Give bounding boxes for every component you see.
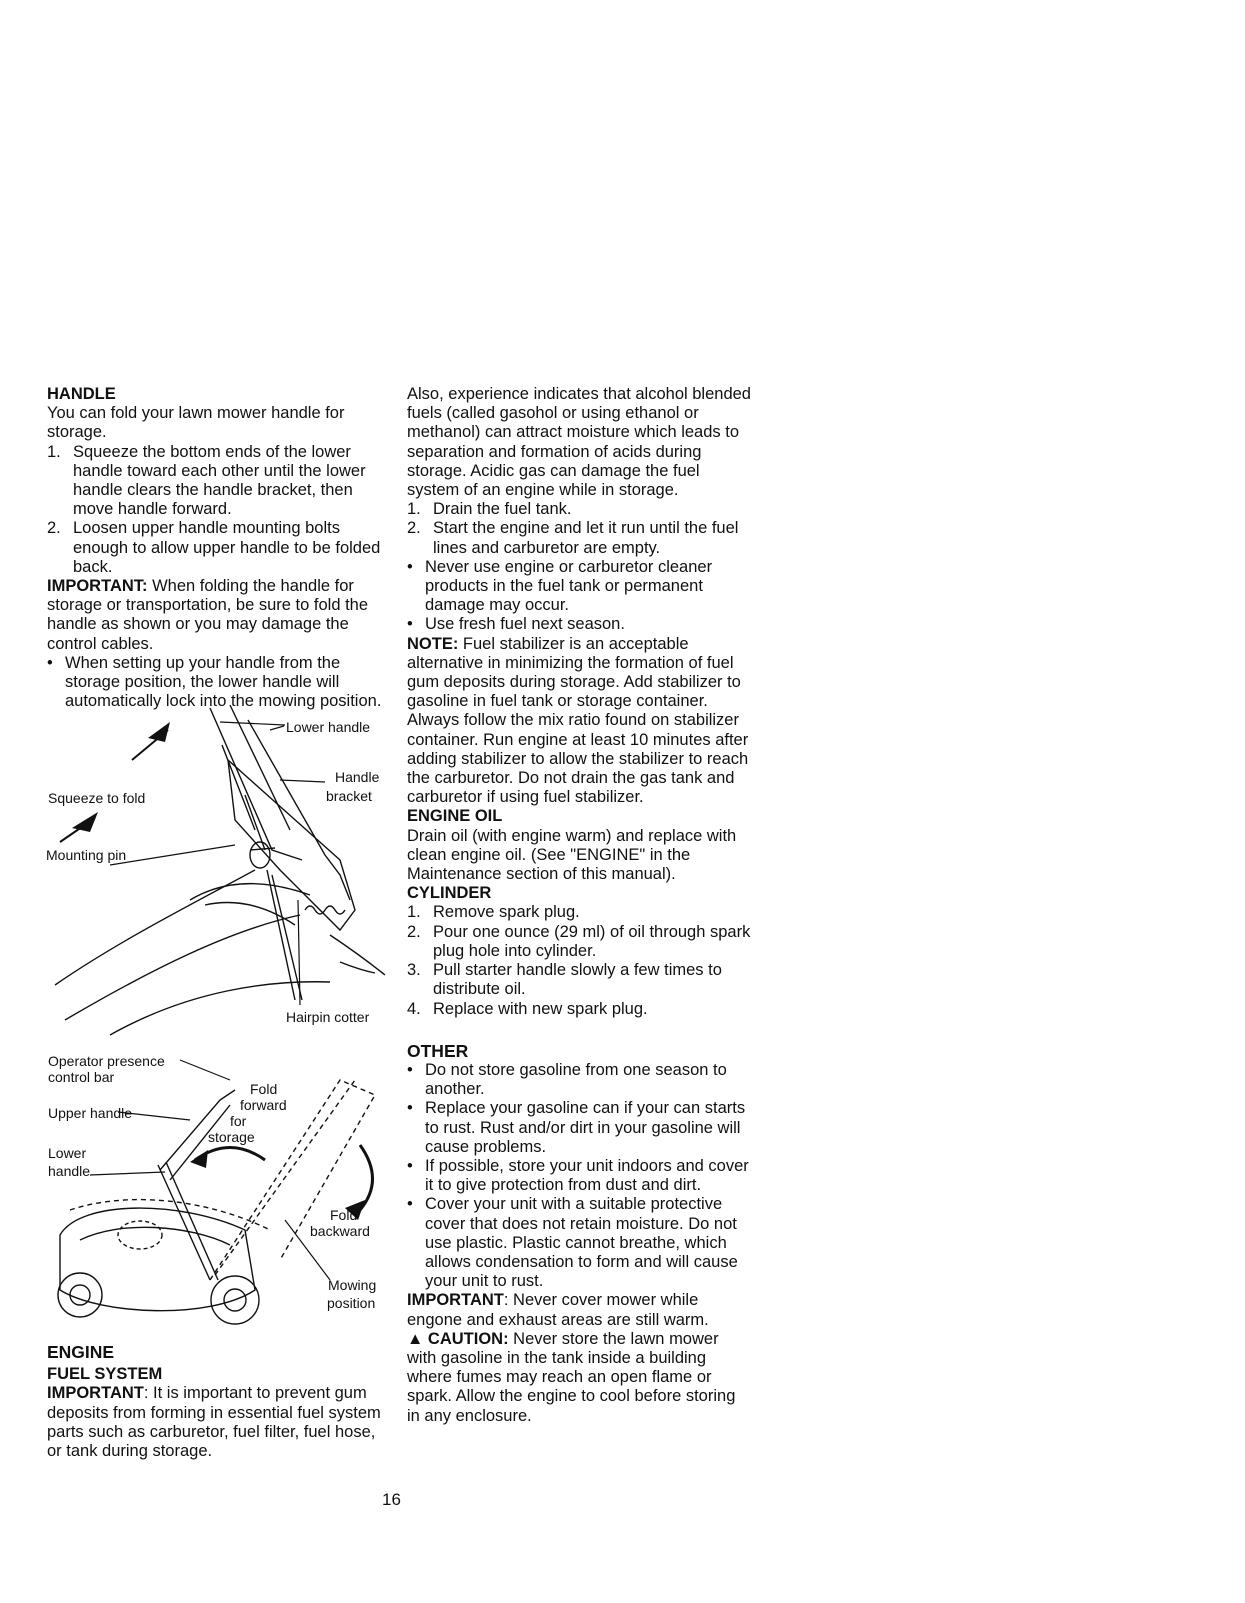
list-item <box>407 961 752 999</box>
list-text: Loosen upper handle mounting bolts enough to allow upper handle to be folded back. <box>73 519 381 576</box>
list-number: 1. <box>407 903 421 922</box>
bullet-dot-icon: • <box>407 1195 413 1214</box>
spacer <box>407 1019 752 1038</box>
list-item <box>407 1000 752 1019</box>
mowing-position-label-1: Mowing <box>328 1277 377 1293</box>
fuel-important-label: IMPORTANT <box>47 1384 144 1403</box>
fuel-important-paragraph <box>47 1384 387 1461</box>
handle-intro: You can fold your lawn mower handle for storage. <box>47 404 345 442</box>
cylinder-heading: CYLINDER <box>407 884 492 903</box>
bullet-dot-icon: • <box>47 653 53 672</box>
mowing-position-label-2: position <box>327 1295 376 1311</box>
engine-section <box>47 1343 387 1461</box>
list-text: Pour one ounce (29 ml) of oil through spark plug hole into cylinder. <box>433 922 751 960</box>
engine-oil-paragraph: Drain oil (with engine warm) and replace with clean engine oil. (See "ENGINE" in the Maintenance section of this manual). <box>407 826 737 884</box>
bullet-dot-icon: • <box>407 1099 413 1118</box>
bullet-text: When setting up your handle from the storage position, the lower handle will automatically lock into the mowing position. <box>65 653 382 711</box>
important-paragraph <box>47 577 392 654</box>
lower-handle-label-2: handle <box>48 1163 91 1179</box>
bullet-dot-icon: • <box>407 1156 413 1175</box>
lower-handle-label-1: Lower <box>48 1145 87 1161</box>
bullet-text: Use fresh fuel next season. <box>425 615 625 634</box>
upper-handle-label: Upper handle <box>48 1105 133 1121</box>
important-paragraph-2 <box>407 1291 752 1329</box>
fuel-important-text: : It is important to prevent gum deposits from forming in essential fuel system parts such as carburetor, fuel filter, fuel hose, or tank during storage. <box>47 1384 381 1461</box>
list-item <box>47 519 392 577</box>
operator-label-1: Operator presence <box>48 1053 165 1069</box>
mounting-pin-label: Mounting pin <box>46 847 127 863</box>
note-label: NOTE: <box>407 634 459 653</box>
other-heading: OTHER <box>407 1040 469 1061</box>
page-number: 16 <box>382 1490 401 1509</box>
mower-fold-figure <box>40 1050 395 1340</box>
list-text: Drain the fuel tank. <box>433 500 572 519</box>
list-text: Replace with new spark plug. <box>433 999 648 1018</box>
list-item <box>47 443 392 520</box>
list-item <box>407 903 752 922</box>
engine-heading: ENGINE <box>47 1342 115 1362</box>
bullet-item <box>407 1195 752 1291</box>
list-text: Start the engine and let it run until the fuel lines and carburetor are empty. <box>433 519 739 557</box>
bullet-item <box>407 615 752 634</box>
lower-handle-label: Lower handle <box>286 719 371 735</box>
bullet-item <box>407 1157 752 1195</box>
handle-bracket-figure <box>40 700 395 1040</box>
fold-forward-label-2: forward <box>240 1097 287 1113</box>
left-column <box>47 385 392 711</box>
bullet-dot-icon: • <box>407 557 413 576</box>
bullet-text: Do not store gasoline from one season to another. <box>425 1060 727 1099</box>
bullet-item <box>407 1061 752 1099</box>
fold-forward-label-3: for <box>230 1113 247 1129</box>
list-text: Pull starter handle slowly a few times to distribute oil. <box>433 961 722 999</box>
bullet-dot-icon: • <box>407 1060 413 1079</box>
list-number: 2. <box>407 519 421 538</box>
squeeze-label: Squeeze to fold <box>48 790 146 806</box>
caution-text: Never store the lawn mower with gasoline in the tank inside a building where fumes may reach an open flame or spark. Allow the engine to cool before storing in any enclosure. <box>407 1329 736 1425</box>
engine-oil-heading: ENGINE OIL <box>407 807 503 826</box>
right-column <box>407 385 752 1426</box>
important-text-2: : Never cover mower while engone and exhaust areas are still warm. <box>407 1291 709 1329</box>
important-label: IMPORTANT: <box>47 577 148 596</box>
list-text: Squeeze the bottom ends of the lower handle toward each other until the lower handle clears the handle bracket, then move handle forward. <box>73 442 366 519</box>
note-text: Fuel stabilizer is an acceptable alternative in minimizing the formation of fuel gum deposits during storage. Add stabilizer to gasoline in fuel tank or storage container. Always follow the mix ratio found on stabilizer container. Run engine at least 10 minutes after adding stabilizer to allow the stabilizer to reach the carburetor. Do not drain the gas tank and carburetor if using fuel stabilizer. <box>407 634 749 807</box>
list-number: 3. <box>407 961 421 980</box>
important-text: When folding the handle for storage or transportation, be sure to fold the handle as shown or you may damage the control cables. <box>47 577 369 653</box>
list-item <box>407 500 752 519</box>
list-text: Remove spark plug. <box>433 903 580 922</box>
list-item <box>407 923 752 961</box>
bullet-text: Replace your gasoline can if your can starts to rust. Rust and/or dirt in your gasoline will cause problems. <box>425 1099 746 1156</box>
list-number: 1. <box>47 442 61 461</box>
fuel-system-heading: FUEL SYSTEM <box>47 1365 163 1384</box>
handle-bracket-label-2: bracket <box>326 788 372 804</box>
list-number: 2. <box>407 922 421 941</box>
caution-paragraph <box>407 1330 752 1426</box>
list-number: 2. <box>47 519 61 538</box>
bullet-dot-icon: • <box>407 615 413 634</box>
bullet-item <box>407 1099 752 1157</box>
warning-triangle-icon: ▲ <box>407 1329 428 1348</box>
operator-label-2: control bar <box>48 1069 115 1085</box>
list-item <box>407 519 752 557</box>
fold-forward-label-1: Fold <box>250 1081 278 1097</box>
fold-backward-label-2: backward <box>310 1223 370 1239</box>
fold-backward-label-1: Fold <box>330 1207 358 1223</box>
alcohol-fuel-paragraph: Also, experience indicates that alcohol blended fuels (called gasohol or using ethanol or methanol) can attract moisture which leads to separation and formation of acids during storage. Acidic gas can damage the fuel system of an engine while in storage. <box>407 385 751 500</box>
bullet-text: Never use engine or carburetor cleaner products in the fuel tank or permanent damage may occur. <box>425 557 713 615</box>
bullet-text: If possible, store your unit indoors and cover it to give protection from dust and dirt. <box>425 1156 749 1195</box>
bullet-item <box>407 558 752 616</box>
note-paragraph <box>407 635 752 808</box>
handle-heading: HANDLE <box>47 385 116 403</box>
list-number: 4. <box>407 999 421 1018</box>
hairpin-cotter-label: Hairpin cotter <box>286 1009 370 1025</box>
bullet-text: Cover your unit with a suitable protective cover that does not retain moisture. Do not use plastic. Plastic cannot breathe, which allows condensation to form and will cause your unit to rust. <box>425 1195 738 1291</box>
caution-label: CAUTION: <box>427 1329 509 1348</box>
important-label-2: IMPORTANT <box>407 1291 504 1310</box>
fold-forward-label-4: storage <box>208 1129 255 1145</box>
handle-bracket-label-1: Handle <box>335 769 380 785</box>
list-number: 1. <box>407 500 421 519</box>
